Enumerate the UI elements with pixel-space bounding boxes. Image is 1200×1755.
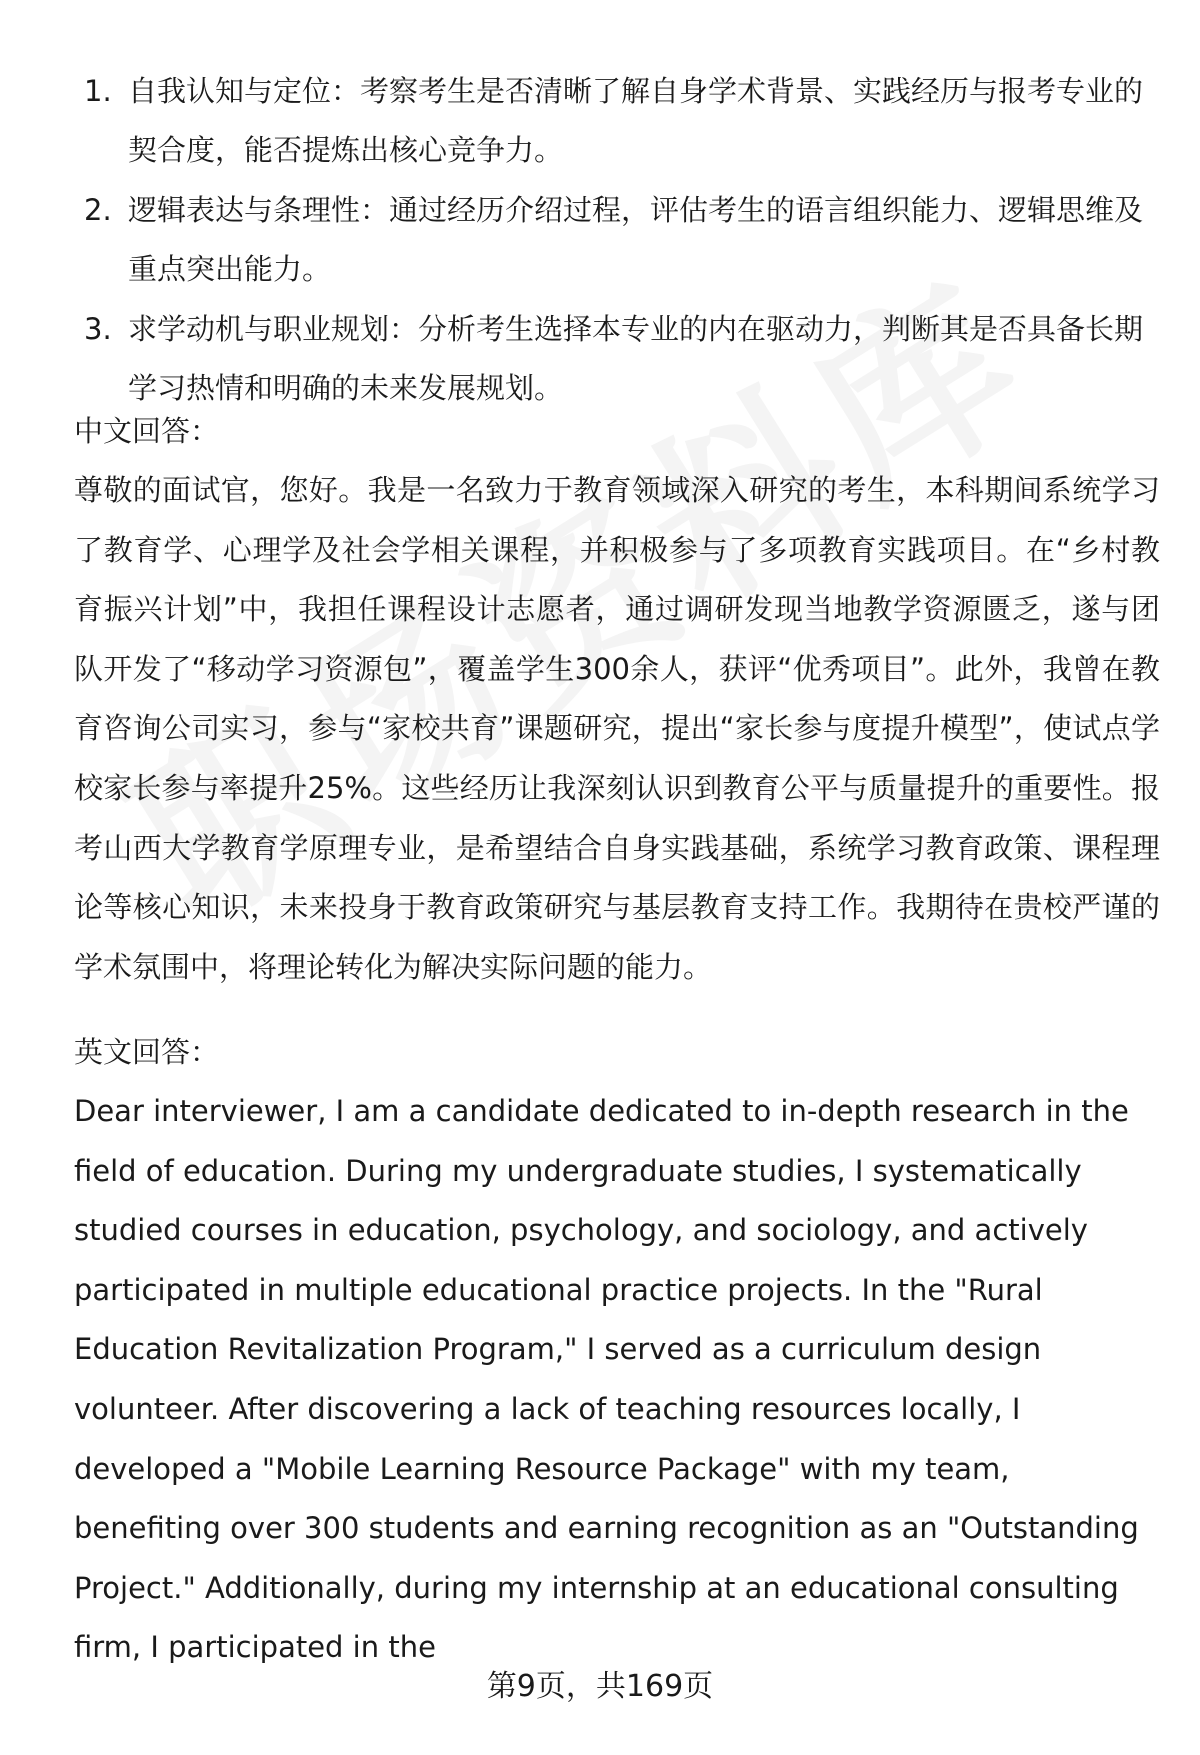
list-text: 逻辑表达与条理性：通过经历介绍过程，评估考生的语言组织能力、逻辑思维及重点突出能力。 [128, 193, 1144, 286]
list-item [74, 181, 1144, 299]
evaluation-criteria-list [74, 62, 1144, 419]
english-answer-paragraph: Dear interviewer, I am a candidate dedicated to in-depth research in the field of education. During my undergraduate studies, I systematically studied courses in education, psychology, and sociology, and actively participated in multiple educational practice projects. In the "Rural Education Revitalization Program," I served as a curriculum design volunteer. After discovering a lack of teaching resources locally, I developed a "Mobile Learning Resource Package" with my team, benefiting over 300 students and earning recognition as an "Outstanding Project." Additionally, during my internship at an educational consulting firm, I participated in the [74, 1094, 1139, 1665]
list-number: 2. [84, 193, 112, 227]
chinese-answer-paragraph: 尊敬的面试官，您好。我是一名致力于教育领域深入研究的考生，本科期间系统学习了教育学、心理学及社会学相关课程，并积极参与了多项教育实践项目。在“乡村教育振兴计划”中，我担任课程设计志愿者，通过调研发现当地教学资源匮乏，遂与团队开发了“移动学习资源包”，覆盖学生300余人，获评“优秀项目”。此外，我曾在教育咨询公司实习，参与“家校共育”课题研究，提出“家长参与度提升模型”，使试点学校家长参与率提升25%。这些经历让我深刻认识到教育公平与质量提升的重要性。报考山西大学教育学原理专业，是希望结合自身实践基础，系统学习教育政策、课程理论等核心知识，未来投身于教育政策研究与基层教育支持工作。我期待在贵校严谨的学术氛围中，将理论转化为解决实际问题的能力。 [74, 473, 1160, 984]
list-text: 自我认知与定位：考察考生是否清晰了解自身学术背景、实践经历与报考专业的契合度，能否提炼出核心竞争力。 [128, 74, 1144, 167]
list-item [74, 62, 1144, 180]
page-number-footer: 第9页，共169页 [486, 1669, 714, 1704]
list-number: 1. [84, 74, 112, 108]
list-item [74, 300, 1144, 418]
list-number: 3. [84, 312, 112, 346]
list-text: 求学动机与职业规划：分析考生选择本专业的内在驱动力，判断其是否具备长期学习热情和明确的未来发展规划。 [128, 312, 1144, 405]
chinese-answer-heading: 中文回答： [74, 414, 220, 448]
english-answer-heading: 英文回答： [74, 1035, 220, 1069]
